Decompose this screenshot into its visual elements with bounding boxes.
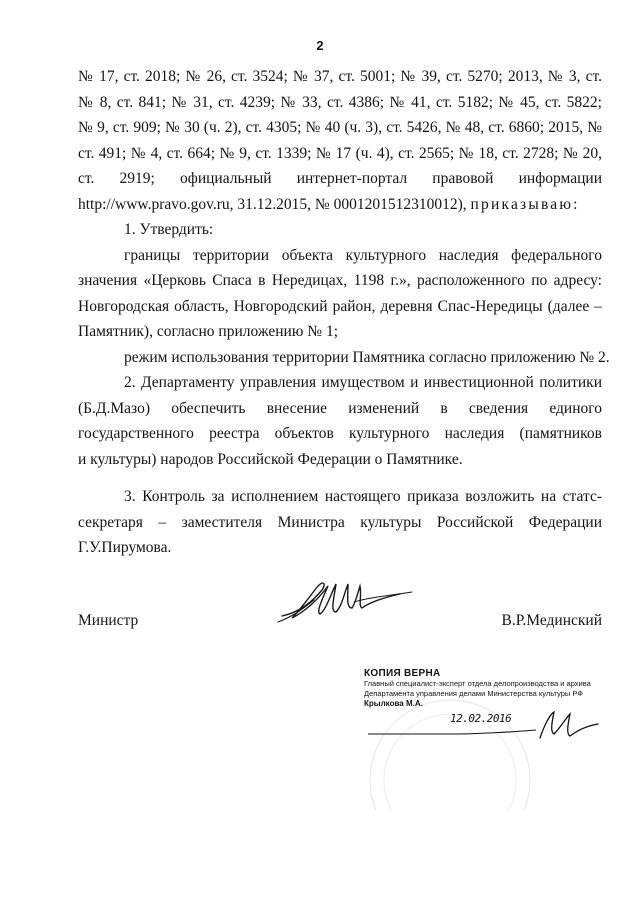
url-line	[78, 192, 602, 218]
signer-name: В.Р.Мединский	[501, 612, 602, 629]
source-reference: http://www.pravo.gov.ru, 31.12.2015, № 0001201512310012),	[78, 195, 467, 213]
stamp-line: Департамента управления делами Министерства культуры РФ	[364, 689, 584, 698]
item2-line: (Б.Д.Мазо) обеспечить внесение изменений в сведения единого	[78, 399, 602, 417]
item3-line: Г.У.Пирумова.	[78, 539, 172, 556]
page-number: 2	[316, 38, 324, 53]
item1-para1-line: границы территории объекта культурного наследия федерального	[124, 246, 602, 264]
item1-para1-line: Новгородская область, Новгородский район, деревня Спас-Нередицы (далее –	[78, 297, 602, 315]
prikazyvayu-word: приказываю:	[470, 195, 580, 213]
item1-para1-line: Памятник), согласно приложению № 1;	[78, 323, 339, 340]
paragraph-gap	[78, 472, 602, 484]
item3-line: секретаря – заместителя Министра культуры Российской Федерации	[78, 513, 602, 531]
stamp-line: Главный специалист-эксперт отдела делопроизводства и архива	[364, 679, 591, 688]
minister-signature-image	[270, 572, 420, 632]
document-body	[78, 64, 610, 561]
item1-para1-line: значения «Церковь Спаса в Нередицах, 1198 г.», расположенного по адресу:	[78, 272, 602, 289]
stamp-date: 12.02.2016	[450, 712, 512, 725]
body-line: № 8, ст. 841; № 31, ст. 4239; № 33, ст. 4386; № 41, ст. 5182; № 45, ст. 5822;	[78, 93, 602, 111]
position-title: Министр	[78, 612, 139, 629]
stamp-title: КОПИЯ ВЕРНА	[364, 668, 441, 679]
item2-line: 2. Департаменту управления имуществом и инвестиционной политики	[124, 374, 602, 391]
stamp-name: Крылкова М.А.	[364, 699, 423, 708]
body-line: № 17, ст. 2018; № 26, ст. 3524; № 37, ст. 5001; № 39, ст. 5270; 2013, № 3, ст.	[78, 68, 602, 85]
item2-line: и культуры) народов Российской Федерации о Памятнике.	[78, 450, 463, 468]
item1-heading: 1. Утвердить:	[124, 221, 214, 238]
body-line: ст. 2919; официальный интернет-портал правовой информации	[78, 170, 602, 187]
item3-line: 3. Контроль за исполнением настоящего приказа возложить на статс-	[124, 488, 602, 505]
body-line: ст. 491; № 4, ст. 664; № 9, ст. 1339; № 17 (ч. 4), ст. 2565; № 18, ст. 2728; № 20,	[78, 144, 602, 162]
stamp-signature-image	[364, 704, 614, 744]
item1-para2: режим использования территории Памятника согласно приложению № 2.	[124, 348, 610, 366]
copy-certified-stamp	[364, 668, 614, 725]
body-line: № 9, ст. 909; № 30 (ч. 2), ст. 4305; № 40 (ч. 3), ст. 5426, № 48, ст. 6860; 2015, №	[78, 119, 602, 136]
item2-line: государственного реестра объектов культурного наследия (памятников	[78, 425, 602, 442]
